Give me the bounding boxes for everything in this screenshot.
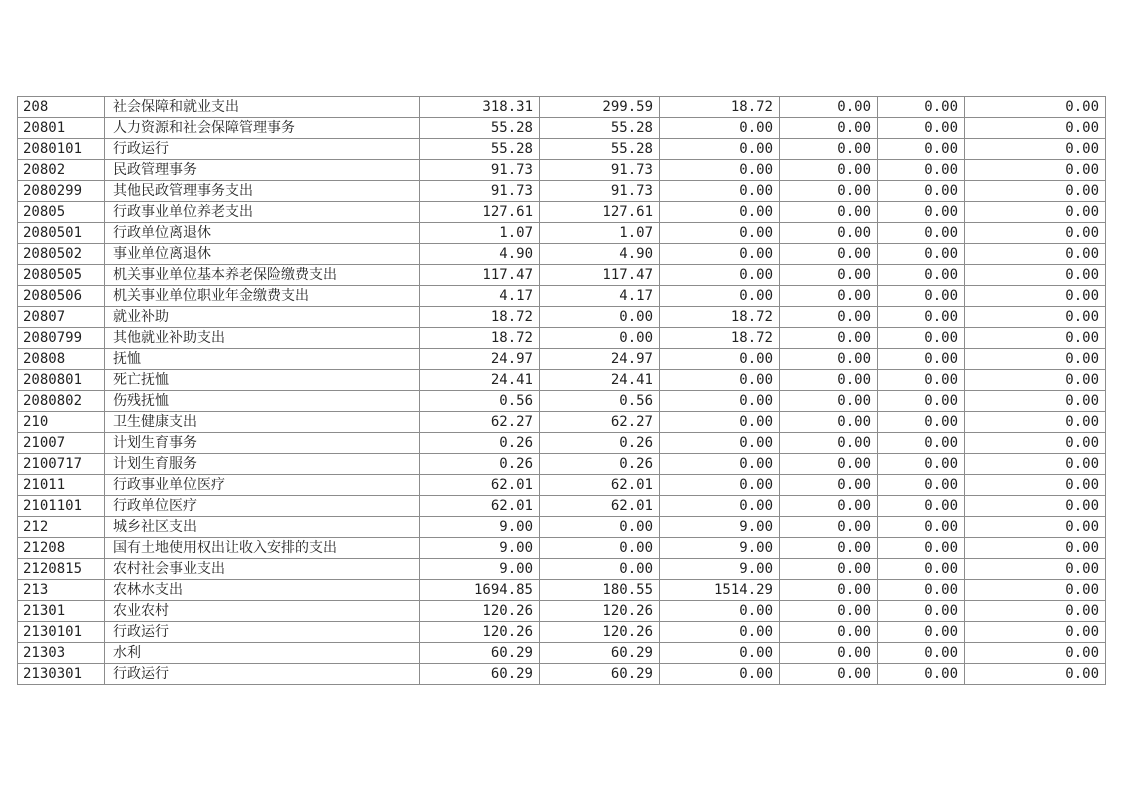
cell-col-basic: 120.26 xyxy=(540,622,660,643)
cell-code: 21007 xyxy=(18,433,105,454)
cell-name: 其他就业补助支出 xyxy=(105,328,420,349)
cell-col-4: 0.00 xyxy=(780,412,878,433)
cell-col-total: 62.01 xyxy=(420,475,540,496)
cell-col-5: 0.00 xyxy=(878,223,965,244)
cell-col-total: 1.07 xyxy=(420,223,540,244)
cell-col-total: 91.73 xyxy=(420,181,540,202)
cell-code: 2100717 xyxy=(18,454,105,475)
cell-col-4: 0.00 xyxy=(780,349,878,370)
cell-col-basic: 0.00 xyxy=(540,307,660,328)
table-row xyxy=(18,538,1106,559)
cell-col-5: 0.00 xyxy=(878,580,965,601)
cell-name: 行政事业单位养老支出 xyxy=(105,202,420,223)
table-row xyxy=(18,244,1106,265)
cell-code: 20805 xyxy=(18,202,105,223)
cell-col-basic: 60.29 xyxy=(540,664,660,685)
cell-code: 21011 xyxy=(18,475,105,496)
cell-code: 20808 xyxy=(18,349,105,370)
cell-col-project: 0.00 xyxy=(660,286,780,307)
cell-col-basic: 60.29 xyxy=(540,643,660,664)
cell-name: 农林水支出 xyxy=(105,580,420,601)
cell-col-4: 0.00 xyxy=(780,496,878,517)
cell-name: 行政单位离退休 xyxy=(105,223,420,244)
cell-col-total: 0.26 xyxy=(420,433,540,454)
cell-col-6: 0.00 xyxy=(965,223,1106,244)
cell-col-project: 0.00 xyxy=(660,391,780,412)
cell-col-5: 0.00 xyxy=(878,181,965,202)
table-row xyxy=(18,370,1106,391)
cell-col-4: 0.00 xyxy=(780,160,878,181)
cell-code: 210 xyxy=(18,412,105,433)
cell-col-6: 0.00 xyxy=(965,475,1106,496)
cell-col-6: 0.00 xyxy=(965,454,1106,475)
cell-col-6: 0.00 xyxy=(965,349,1106,370)
table-row xyxy=(18,496,1106,517)
cell-col-basic: 91.73 xyxy=(540,160,660,181)
table-row xyxy=(18,622,1106,643)
cell-col-5: 0.00 xyxy=(878,622,965,643)
cell-name: 行政运行 xyxy=(105,622,420,643)
cell-name: 水利 xyxy=(105,643,420,664)
table-row xyxy=(18,475,1106,496)
cell-col-project: 0.00 xyxy=(660,601,780,622)
cell-col-total: 91.73 xyxy=(420,160,540,181)
cell-name: 行政单位医疗 xyxy=(105,496,420,517)
cell-col-4: 0.00 xyxy=(780,664,878,685)
cell-col-project: 0.00 xyxy=(660,433,780,454)
cell-col-total: 120.26 xyxy=(420,601,540,622)
cell-col-project: 9.00 xyxy=(660,559,780,580)
cell-col-total: 60.29 xyxy=(420,664,540,685)
table-row xyxy=(18,517,1106,538)
cell-col-5: 0.00 xyxy=(878,559,965,580)
table-row xyxy=(18,202,1106,223)
cell-col-basic: 91.73 xyxy=(540,181,660,202)
cell-name: 卫生健康支出 xyxy=(105,412,420,433)
cell-col-total: 24.41 xyxy=(420,370,540,391)
table-row xyxy=(18,118,1106,139)
cell-col-6: 0.00 xyxy=(965,517,1106,538)
table-row xyxy=(18,601,1106,622)
cell-col-4: 0.00 xyxy=(780,139,878,160)
cell-col-5: 0.00 xyxy=(878,475,965,496)
cell-col-5: 0.00 xyxy=(878,160,965,181)
cell-col-6: 0.00 xyxy=(965,265,1106,286)
cell-col-6: 0.00 xyxy=(965,559,1106,580)
cell-col-total: 1694.85 xyxy=(420,580,540,601)
cell-name: 就业补助 xyxy=(105,307,420,328)
cell-col-basic: 55.28 xyxy=(540,118,660,139)
cell-code: 2080101 xyxy=(18,139,105,160)
cell-name: 社会保障和就业支出 xyxy=(105,97,420,118)
cell-col-4: 0.00 xyxy=(780,454,878,475)
cell-col-total: 60.29 xyxy=(420,643,540,664)
cell-name: 事业单位离退休 xyxy=(105,244,420,265)
cell-col-5: 0.00 xyxy=(878,307,965,328)
cell-name: 机关事业单位职业年金缴费支出 xyxy=(105,286,420,307)
table-row xyxy=(18,433,1106,454)
cell-col-5: 0.00 xyxy=(878,433,965,454)
cell-col-4: 0.00 xyxy=(780,391,878,412)
cell-code: 208 xyxy=(18,97,105,118)
cell-col-basic: 0.00 xyxy=(540,517,660,538)
cell-col-total: 318.31 xyxy=(420,97,540,118)
cell-code: 2130301 xyxy=(18,664,105,685)
cell-col-total: 0.26 xyxy=(420,454,540,475)
cell-col-5: 0.00 xyxy=(878,517,965,538)
cell-col-4: 0.00 xyxy=(780,265,878,286)
cell-col-total: 4.17 xyxy=(420,286,540,307)
cell-col-total: 120.26 xyxy=(420,622,540,643)
table-row xyxy=(18,580,1106,601)
cell-name: 行政运行 xyxy=(105,664,420,685)
cell-col-basic: 180.55 xyxy=(540,580,660,601)
cell-col-6: 0.00 xyxy=(965,664,1106,685)
cell-name: 行政事业单位医疗 xyxy=(105,475,420,496)
cell-col-5: 0.00 xyxy=(878,601,965,622)
cell-col-5: 0.00 xyxy=(878,496,965,517)
cell-name: 计划生育服务 xyxy=(105,454,420,475)
cell-col-total: 55.28 xyxy=(420,139,540,160)
cell-col-project: 0.00 xyxy=(660,160,780,181)
cell-code: 2101101 xyxy=(18,496,105,517)
cell-code: 20801 xyxy=(18,118,105,139)
cell-col-project: 9.00 xyxy=(660,517,780,538)
cell-col-total: 24.97 xyxy=(420,349,540,370)
cell-col-project: 1514.29 xyxy=(660,580,780,601)
cell-code: 2080506 xyxy=(18,286,105,307)
cell-col-4: 0.00 xyxy=(780,559,878,580)
cell-col-6: 0.00 xyxy=(965,328,1106,349)
cell-col-basic: 299.59 xyxy=(540,97,660,118)
table-row xyxy=(18,412,1106,433)
table-body xyxy=(18,97,1106,685)
cell-col-basic: 1.07 xyxy=(540,223,660,244)
table-row xyxy=(18,160,1106,181)
table-row xyxy=(18,643,1106,664)
cell-col-basic: 0.26 xyxy=(540,454,660,475)
cell-col-project: 0.00 xyxy=(660,643,780,664)
cell-col-5: 0.00 xyxy=(878,328,965,349)
cell-col-project: 0.00 xyxy=(660,181,780,202)
cell-name: 抚恤 xyxy=(105,349,420,370)
table-row xyxy=(18,265,1106,286)
cell-col-6: 0.00 xyxy=(965,433,1106,454)
table-row xyxy=(18,307,1106,328)
cell-col-4: 0.00 xyxy=(780,370,878,391)
cell-col-4: 0.00 xyxy=(780,538,878,559)
cell-col-project: 18.72 xyxy=(660,97,780,118)
cell-code: 2080799 xyxy=(18,328,105,349)
cell-name: 农村社会事业支出 xyxy=(105,559,420,580)
cell-col-total: 9.00 xyxy=(420,559,540,580)
table-row xyxy=(18,664,1106,685)
cell-col-project: 0.00 xyxy=(660,622,780,643)
cell-col-5: 0.00 xyxy=(878,391,965,412)
cell-col-4: 0.00 xyxy=(780,601,878,622)
cell-col-project: 18.72 xyxy=(660,328,780,349)
cell-col-project: 0.00 xyxy=(660,349,780,370)
cell-col-basic: 24.97 xyxy=(540,349,660,370)
cell-col-4: 0.00 xyxy=(780,643,878,664)
table-row xyxy=(18,97,1106,118)
cell-col-total: 4.90 xyxy=(420,244,540,265)
cell-col-5: 0.00 xyxy=(878,643,965,664)
cell-col-basic: 4.90 xyxy=(540,244,660,265)
cell-col-basic: 55.28 xyxy=(540,139,660,160)
cell-code: 2080299 xyxy=(18,181,105,202)
cell-col-4: 0.00 xyxy=(780,97,878,118)
cell-code: 2080802 xyxy=(18,391,105,412)
cell-code: 2080501 xyxy=(18,223,105,244)
cell-col-4: 0.00 xyxy=(780,433,878,454)
cell-col-total: 9.00 xyxy=(420,538,540,559)
cell-col-6: 0.00 xyxy=(965,97,1106,118)
cell-code: 21301 xyxy=(18,601,105,622)
table-row xyxy=(18,286,1106,307)
cell-col-6: 0.00 xyxy=(965,643,1106,664)
cell-code: 21303 xyxy=(18,643,105,664)
cell-col-5: 0.00 xyxy=(878,97,965,118)
cell-col-4: 0.00 xyxy=(780,328,878,349)
cell-name: 机关事业单位基本养老保险缴费支出 xyxy=(105,265,420,286)
table-row xyxy=(18,391,1106,412)
cell-name: 伤残抚恤 xyxy=(105,391,420,412)
cell-col-total: 9.00 xyxy=(420,517,540,538)
cell-col-basic: 0.56 xyxy=(540,391,660,412)
cell-col-6: 0.00 xyxy=(965,622,1106,643)
cell-col-basic: 117.47 xyxy=(540,265,660,286)
cell-col-project: 0.00 xyxy=(660,244,780,265)
cell-name: 城乡社区支出 xyxy=(105,517,420,538)
cell-name: 农业农村 xyxy=(105,601,420,622)
cell-col-total: 127.61 xyxy=(420,202,540,223)
table-row xyxy=(18,559,1106,580)
cell-col-4: 0.00 xyxy=(780,202,878,223)
cell-col-5: 0.00 xyxy=(878,412,965,433)
cell-col-6: 0.00 xyxy=(965,601,1106,622)
cell-col-basic: 0.00 xyxy=(540,538,660,559)
cell-col-project: 0.00 xyxy=(660,664,780,685)
cell-col-4: 0.00 xyxy=(780,580,878,601)
cell-col-5: 0.00 xyxy=(878,286,965,307)
cell-col-6: 0.00 xyxy=(965,286,1106,307)
cell-col-5: 0.00 xyxy=(878,370,965,391)
cell-code: 20807 xyxy=(18,307,105,328)
cell-col-5: 0.00 xyxy=(878,265,965,286)
cell-col-total: 0.56 xyxy=(420,391,540,412)
cell-col-6: 0.00 xyxy=(965,181,1106,202)
cell-name: 计划生育事务 xyxy=(105,433,420,454)
cell-col-6: 0.00 xyxy=(965,580,1106,601)
cell-col-4: 0.00 xyxy=(780,223,878,244)
cell-col-4: 0.00 xyxy=(780,622,878,643)
cell-col-project: 0.00 xyxy=(660,412,780,433)
cell-col-total: 55.28 xyxy=(420,118,540,139)
cell-col-6: 0.00 xyxy=(965,307,1106,328)
cell-col-basic: 24.41 xyxy=(540,370,660,391)
cell-col-project: 0.00 xyxy=(660,496,780,517)
budget-table xyxy=(17,96,1106,685)
cell-col-project: 0.00 xyxy=(660,202,780,223)
cell-col-basic: 4.17 xyxy=(540,286,660,307)
cell-col-6: 0.00 xyxy=(965,538,1106,559)
cell-col-basic: 62.27 xyxy=(540,412,660,433)
cell-col-project: 0.00 xyxy=(660,370,780,391)
cell-col-6: 0.00 xyxy=(965,118,1106,139)
cell-col-5: 0.00 xyxy=(878,118,965,139)
cell-code: 21208 xyxy=(18,538,105,559)
cell-code: 2120815 xyxy=(18,559,105,580)
cell-col-basic: 0.26 xyxy=(540,433,660,454)
cell-name: 人力资源和社会保障管理事务 xyxy=(105,118,420,139)
cell-col-4: 0.00 xyxy=(780,181,878,202)
cell-name: 民政管理事务 xyxy=(105,160,420,181)
cell-code: 213 xyxy=(18,580,105,601)
cell-col-4: 0.00 xyxy=(780,307,878,328)
table-row xyxy=(18,349,1106,370)
cell-col-project: 0.00 xyxy=(660,475,780,496)
cell-col-4: 0.00 xyxy=(780,475,878,496)
cell-code: 2080801 xyxy=(18,370,105,391)
cell-col-project: 0.00 xyxy=(660,454,780,475)
cell-col-5: 0.00 xyxy=(878,202,965,223)
cell-code: 2080505 xyxy=(18,265,105,286)
cell-col-5: 0.00 xyxy=(878,244,965,265)
cell-col-basic: 0.00 xyxy=(540,328,660,349)
cell-col-project: 0.00 xyxy=(660,139,780,160)
cell-col-total: 117.47 xyxy=(420,265,540,286)
cell-col-project: 9.00 xyxy=(660,538,780,559)
table-row xyxy=(18,223,1106,244)
cell-name: 行政运行 xyxy=(105,139,420,160)
cell-col-basic: 0.00 xyxy=(540,559,660,580)
cell-col-4: 0.00 xyxy=(780,118,878,139)
cell-name: 死亡抚恤 xyxy=(105,370,420,391)
cell-col-total: 62.27 xyxy=(420,412,540,433)
table-row xyxy=(18,328,1106,349)
cell-code: 2130101 xyxy=(18,622,105,643)
cell-col-basic: 62.01 xyxy=(540,496,660,517)
cell-col-project: 0.00 xyxy=(660,223,780,244)
cell-col-basic: 127.61 xyxy=(540,202,660,223)
cell-col-6: 0.00 xyxy=(965,391,1106,412)
cell-col-project: 0.00 xyxy=(660,118,780,139)
cell-col-6: 0.00 xyxy=(965,412,1106,433)
cell-col-6: 0.00 xyxy=(965,160,1106,181)
cell-col-5: 0.00 xyxy=(878,349,965,370)
table-row xyxy=(18,139,1106,160)
cell-name: 国有土地使用权出让收入安排的支出 xyxy=(105,538,420,559)
cell-code: 2080502 xyxy=(18,244,105,265)
cell-col-4: 0.00 xyxy=(780,517,878,538)
cell-col-total: 18.72 xyxy=(420,307,540,328)
cell-col-4: 0.00 xyxy=(780,286,878,307)
cell-col-total: 18.72 xyxy=(420,328,540,349)
cell-col-6: 0.00 xyxy=(965,370,1106,391)
cell-col-5: 0.00 xyxy=(878,139,965,160)
cell-col-6: 0.00 xyxy=(965,202,1106,223)
cell-col-6: 0.00 xyxy=(965,496,1106,517)
cell-code: 20802 xyxy=(18,160,105,181)
cell-col-5: 0.00 xyxy=(878,664,965,685)
cell-code: 212 xyxy=(18,517,105,538)
table-row xyxy=(18,454,1106,475)
table-row xyxy=(18,181,1106,202)
cell-col-4: 0.00 xyxy=(780,244,878,265)
cell-col-project: 18.72 xyxy=(660,307,780,328)
cell-col-5: 0.00 xyxy=(878,454,965,475)
cell-name: 其他民政管理事务支出 xyxy=(105,181,420,202)
cell-col-total: 62.01 xyxy=(420,496,540,517)
cell-col-6: 0.00 xyxy=(965,244,1106,265)
cell-col-6: 0.00 xyxy=(965,139,1106,160)
cell-col-project: 0.00 xyxy=(660,265,780,286)
cell-col-5: 0.00 xyxy=(878,538,965,559)
cell-col-basic: 120.26 xyxy=(540,601,660,622)
cell-col-basic: 62.01 xyxy=(540,475,660,496)
